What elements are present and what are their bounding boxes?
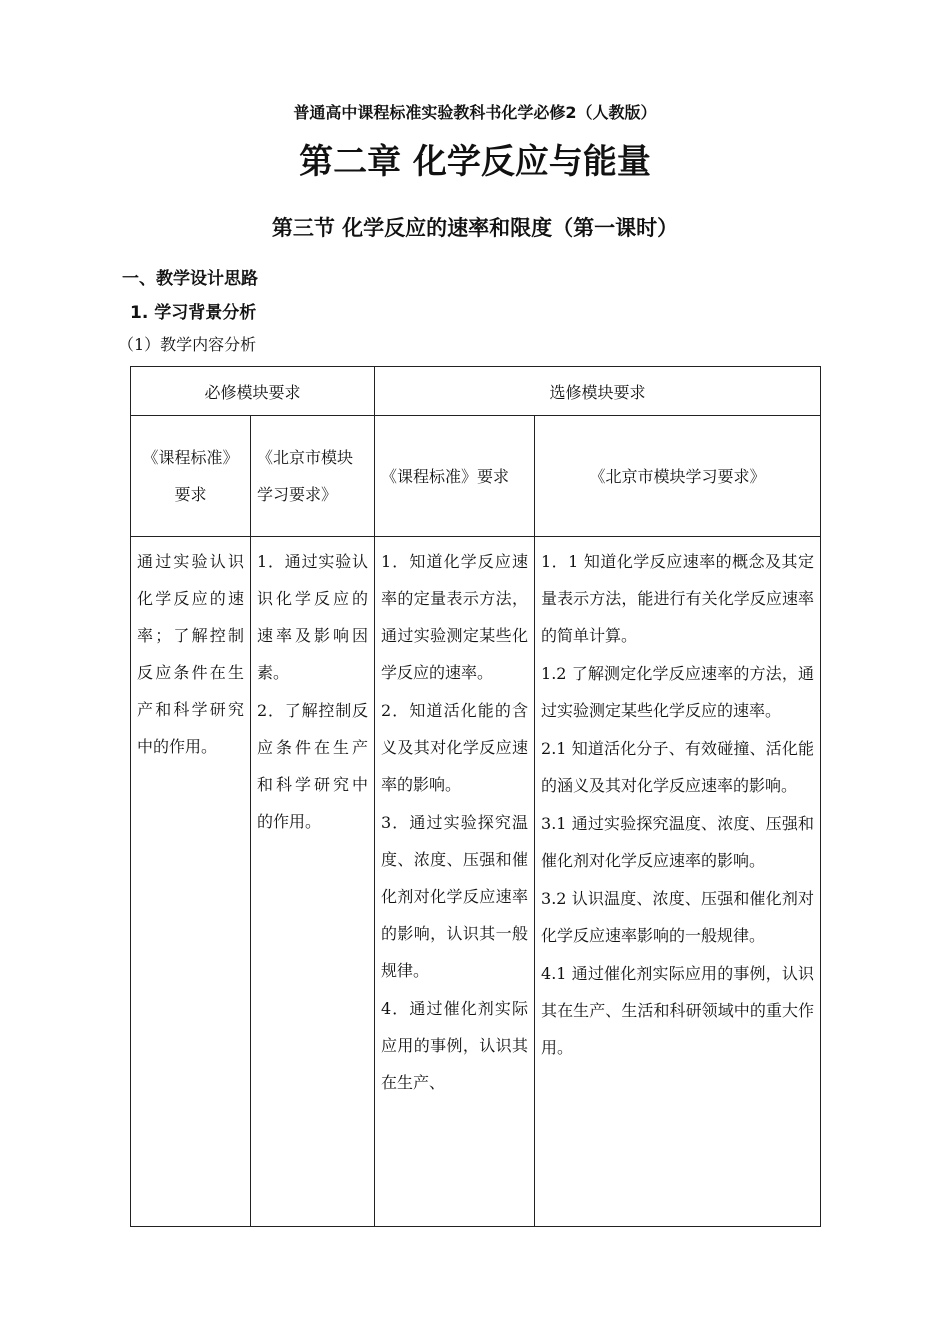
- header-elective: 选修模块要求: [375, 367, 821, 416]
- list-item: 1．通过实验认识化学反应的速率及影响因素。: [257, 552, 369, 682]
- subheader-standard-compulsory: 《课程标准》要求: [131, 416, 251, 537]
- list-item: 3.1 通过实验探究温度、浓度、压强和催化剂对化学反应速率的影响。: [541, 814, 815, 870]
- header-compulsory: 必修模块要求: [131, 367, 375, 416]
- cell-elective-beijing: [535, 537, 821, 1227]
- cell-elective-standard: [375, 537, 535, 1227]
- heading-content-analysis: （1）教学内容分析: [118, 335, 257, 354]
- heading-teaching-design: 一、教学设计思路: [122, 269, 258, 289]
- list-item: 4．通过催化剂实际应用的事例，认识其在生产、: [381, 999, 529, 1092]
- list-item: 1．1 知道化学反应速率的概念及其定量表示方法，能进行有关化学反应速率的简单计算。: [541, 552, 815, 645]
- subheader-standard-elective: 《课程标准》要求: [375, 416, 535, 537]
- document-header: 普通高中课程标准实验教科书化学必修2（人教版）: [293, 103, 657, 122]
- cell-compulsory-beijing: [251, 537, 375, 1227]
- heading-background-analysis: 1. 学习背景分析: [130, 303, 257, 323]
- subheader-beijing-compulsory: 《北京市模块学习要求》: [251, 416, 375, 537]
- list-item: 2．了解控制反应条件在生产和科学研究中的作用。: [257, 701, 369, 831]
- list-item: 4.1 通过催化剂实际应用的事例，认识其在生产、生活和科研领域中的重大作用。: [541, 964, 815, 1057]
- list-item: 2.1 知道活化分子、有效碰撞、活化能的涵义及其对化学反应速率的影响。: [541, 739, 815, 795]
- list-item: 1.2 了解测定化学反应速率的方法，通过实验测定某些化学反应的速率。: [541, 664, 815, 720]
- subheader-beijing-elective: 《北京市模块学习要求》: [535, 416, 821, 537]
- cell-compulsory-standard: [131, 537, 251, 1227]
- list-item: 通过实验认识化学反应的速率；了解控制反应条件在生产和科学研究中的作用。: [137, 552, 244, 756]
- section-title: 第三节 化学反应的速率和限度（第一课时）: [271, 216, 679, 240]
- chapter-title: 第二章 化学反应与能量: [299, 142, 651, 182]
- list-item: 3.2 认识温度、浓度、压强和催化剂对化学反应速率影响的一般规律。: [541, 889, 815, 945]
- requirements-table: [130, 366, 821, 1227]
- list-item: 3．通过实验探究温度、浓度、压强和催化剂对化学反应速率的影响，认识其一般规律。: [381, 813, 529, 980]
- list-item: 1．知道化学反应速率的定量表示方法，通过实验测定某些化学反应的速率。: [381, 552, 529, 682]
- list-item: 2．知道活化能的含义及其对化学反应速率的影响。: [381, 701, 529, 794]
